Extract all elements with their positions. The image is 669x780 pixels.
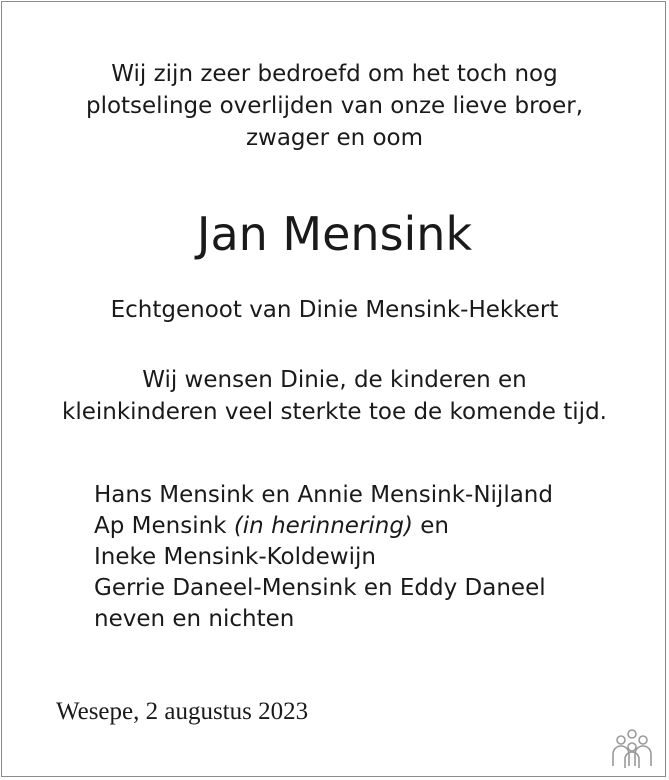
place-date: Wesepe, 2 augustus 2023 xyxy=(56,698,309,725)
family-line-2 xyxy=(94,511,553,542)
family-line-2-name: Ap Mensink xyxy=(94,513,227,539)
family-line-2-suffix: en xyxy=(420,513,449,539)
family-line-1: Hans Mensink en Annie Mensink-Nijland xyxy=(94,482,553,508)
deceased-name: Jan Mensink xyxy=(196,207,473,261)
intro-line-2: plotselinge overlijden van onze lieve broer, xyxy=(85,93,584,119)
intro-line-3: zwager en oom xyxy=(245,125,424,151)
intro-line-1: Wij zijn zeer bedroefd om het toch nog xyxy=(111,61,558,87)
family-line-3: Ineke Mensink-Koldewijn xyxy=(94,544,376,570)
family-line-2-note: (in herinnering) xyxy=(233,513,413,539)
people-group-icon xyxy=(607,726,657,770)
wish-text xyxy=(0,364,669,428)
family-line-5: neven en nichten xyxy=(94,606,295,632)
family-line-4: Gerrie Daneel-Mensink en Eddy Daneel xyxy=(94,575,546,601)
wish-line-2: kleinkinderen veel sterkte toe de komende tijd. xyxy=(62,399,607,425)
intro-text xyxy=(0,58,669,154)
family-list xyxy=(94,480,553,635)
spouse-line: Echtgenoot van Dinie Mensink-Hekkert xyxy=(110,297,559,323)
wish-line-1: Wij wensen Dinie, de kinderen en xyxy=(142,367,527,393)
